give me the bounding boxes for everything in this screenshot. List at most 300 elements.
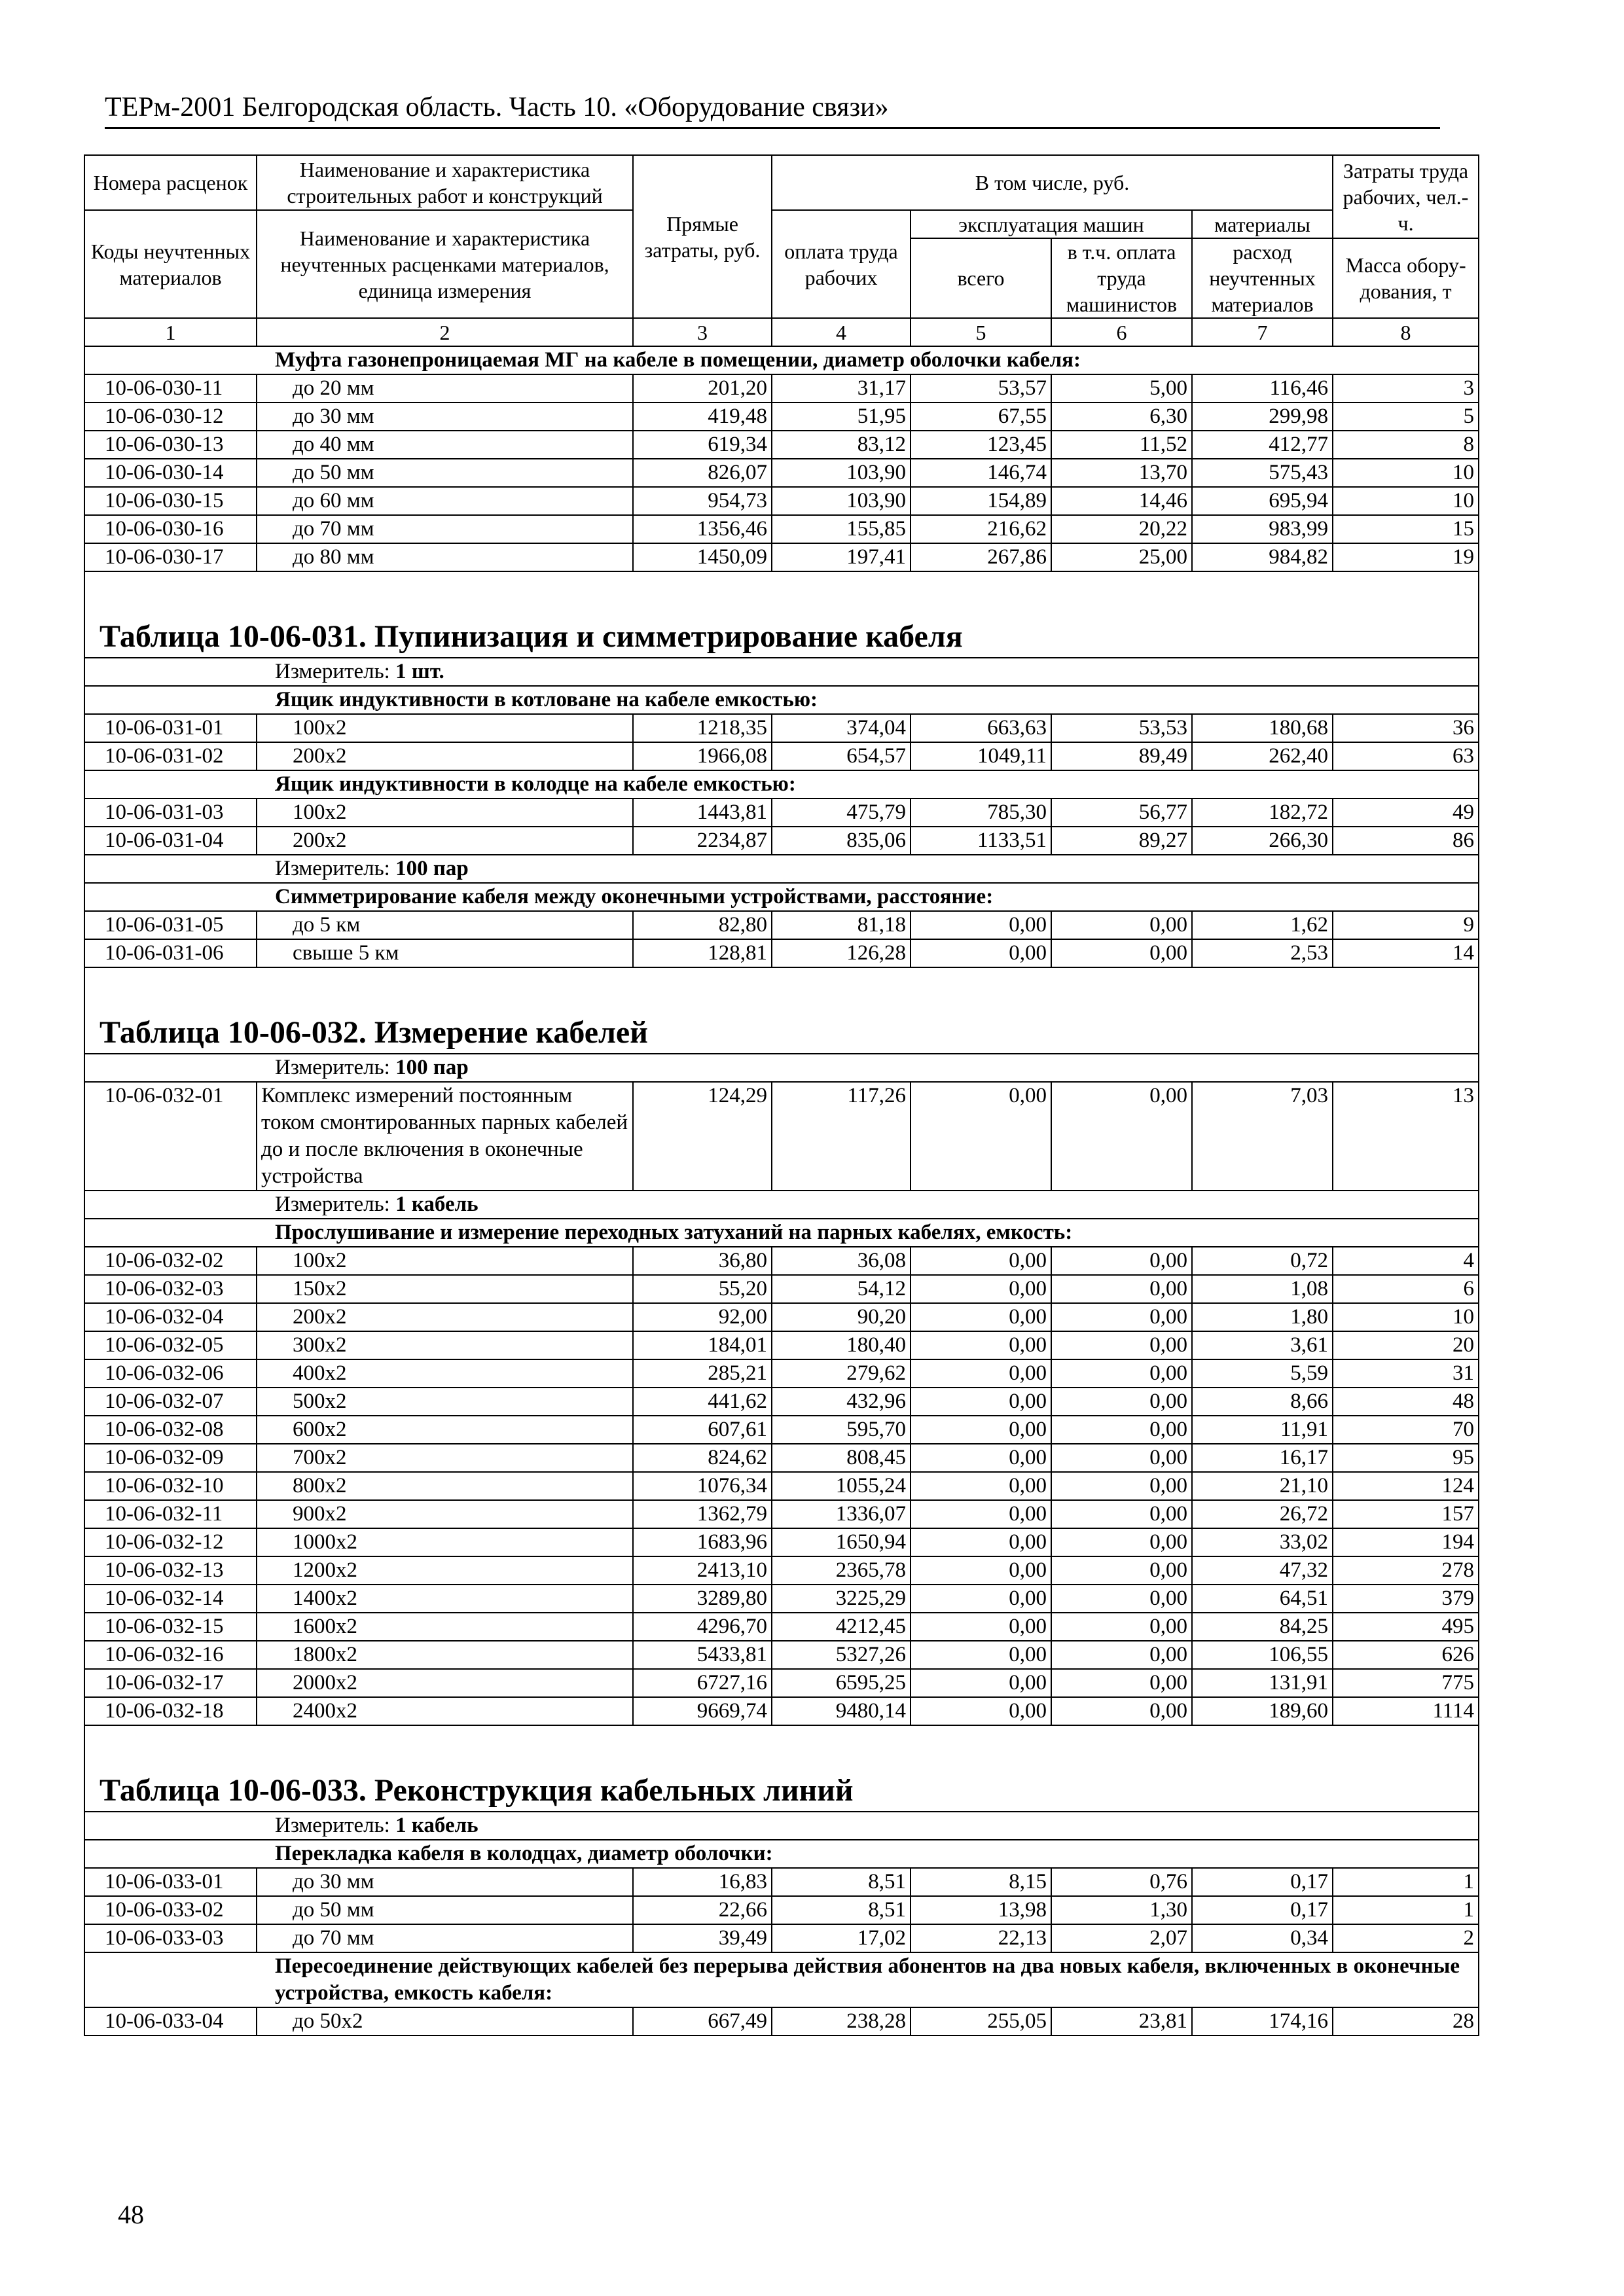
- table-row: [84, 515, 1479, 543]
- worker-wages: 155,85: [772, 515, 911, 543]
- materials: 983,99: [1192, 515, 1333, 543]
- machine-costs: 8,15: [911, 1868, 1051, 1896]
- col-massa: Масса обору- дования, т: [1333, 238, 1479, 318]
- rate-code: 10-06-032-08: [84, 1416, 257, 1444]
- rate-name: 1400х2: [257, 1585, 633, 1613]
- materials: 299,98: [1192, 403, 1333, 431]
- rate-code: 10-06-032-05: [84, 1331, 257, 1359]
- worker-wages: 432,96: [772, 1388, 911, 1416]
- table-row: [84, 403, 1479, 431]
- table-row: [84, 1924, 1479, 1952]
- machine-costs: 0,00: [911, 1669, 1051, 1697]
- direct-costs: 619,34: [633, 431, 772, 459]
- machine-costs: 13,98: [911, 1896, 1051, 1924]
- rate-name: 100х2: [257, 714, 633, 742]
- materials: 412,77: [1192, 431, 1333, 459]
- rate-code: 10-06-030-16: [84, 515, 257, 543]
- table-row: [84, 1896, 1479, 1924]
- rate-code: 10-06-032-16: [84, 1641, 257, 1669]
- table-row: [84, 431, 1479, 459]
- page-header: ТЕРм-2001 Белгородская область. Часть 10. «Оборудование связи»: [105, 92, 1440, 129]
- machinist-wages: 0,00: [1051, 1641, 1192, 1669]
- worker-wages: 595,70: [772, 1416, 911, 1444]
- worker-wages: 6595,25: [772, 1669, 911, 1697]
- machine-costs: 0,00: [911, 911, 1051, 939]
- rate-code: 10-06-030-12: [84, 403, 257, 431]
- table-row: [84, 543, 1479, 571]
- machinist-wages: 20,22: [1051, 515, 1192, 543]
- materials: 189,60: [1192, 1697, 1333, 1725]
- rate-name: до 40 мм: [257, 431, 633, 459]
- materials: 695,94: [1192, 487, 1333, 515]
- direct-costs: 2234,87: [633, 827, 772, 855]
- direct-costs: 1966,08: [633, 742, 772, 770]
- measure-value: 100 пар: [395, 857, 469, 880]
- table-row: [84, 459, 1479, 487]
- table-title: Таблица 10-06-033. Реконструкция кабельных линий: [84, 1757, 1479, 1812]
- machinist-wages: 5,00: [1051, 374, 1192, 403]
- machinist-wages: 0,00: [1051, 939, 1192, 967]
- worker-wages: 1336,07: [772, 1500, 911, 1528]
- labor-hours: 1: [1333, 1896, 1479, 1924]
- machine-costs: 0,00: [911, 1275, 1051, 1303]
- col-number: 3: [633, 318, 772, 346]
- machinist-wages: 13,70: [1051, 459, 1192, 487]
- machine-costs: 0,00: [911, 1416, 1051, 1444]
- direct-costs: 1683,96: [633, 1528, 772, 1556]
- worker-wages: 1650,94: [772, 1528, 911, 1556]
- labor-hours: 36: [1333, 714, 1479, 742]
- rate-code: 10-06-031-02: [84, 742, 257, 770]
- col-naimenovanie: Наименование и характеристика строительных работ и конструкций: [257, 155, 633, 210]
- section-heading: Симметрирование кабеля между оконечными устройствами, расстояние:: [84, 883, 1479, 911]
- rate-code: 10-06-033-01: [84, 1868, 257, 1896]
- rates-table: [84, 154, 1479, 2036]
- col-number: 7: [1192, 318, 1333, 346]
- labor-hours: 2: [1333, 1924, 1479, 1952]
- direct-costs: 36,80: [633, 1247, 772, 1275]
- rate-name: до 50х2: [257, 2007, 633, 2036]
- machinist-wages: 89,27: [1051, 827, 1192, 855]
- machinist-wages: 0,00: [1051, 1697, 1192, 1725]
- direct-costs: 1443,81: [633, 798, 772, 827]
- col-number: 6: [1051, 318, 1192, 346]
- table-row: [84, 1669, 1479, 1697]
- spacer: [84, 1725, 1479, 1757]
- materials: 5,59: [1192, 1359, 1333, 1388]
- materials: 8,66: [1192, 1388, 1333, 1416]
- machinist-wages: 0,00: [1051, 1444, 1192, 1472]
- materials: 64,51: [1192, 1585, 1333, 1613]
- labor-hours: 9: [1333, 911, 1479, 939]
- labor-hours: 278: [1333, 1556, 1479, 1585]
- rate-name: до 70 мм: [257, 1924, 633, 1952]
- rate-name: 200х2: [257, 1303, 633, 1331]
- worker-wages: 654,57: [772, 742, 911, 770]
- direct-costs: 6727,16: [633, 1669, 772, 1697]
- materials: 1,80: [1192, 1303, 1333, 1331]
- table-row: [84, 1331, 1479, 1359]
- direct-costs: 128,81: [633, 939, 772, 967]
- measure-unit: [84, 658, 1479, 686]
- worker-wages: 81,18: [772, 911, 911, 939]
- materials: 47,32: [1192, 1556, 1333, 1585]
- rate-code: 10-06-030-17: [84, 543, 257, 571]
- machine-costs: 0,00: [911, 1556, 1051, 1585]
- measure-label: Измеритель:: [275, 1193, 396, 1216]
- table-row: [84, 1303, 1479, 1331]
- machine-costs: 67,55: [911, 403, 1051, 431]
- rate-name: свыше 5 км: [257, 939, 633, 967]
- table-row: [84, 1585, 1479, 1613]
- labor-hours: 157: [1333, 1500, 1479, 1528]
- materials: 180,68: [1192, 714, 1333, 742]
- rate-name: 200х2: [257, 742, 633, 770]
- table-row: [84, 1500, 1479, 1528]
- machinist-wages: 0,00: [1051, 1528, 1192, 1556]
- section-row: [84, 770, 1479, 798]
- worker-wages: 83,12: [772, 431, 911, 459]
- rate-code: 10-06-031-04: [84, 827, 257, 855]
- direct-costs: 22,66: [633, 1896, 772, 1924]
- table-title: Таблица 10-06-031. Пупинизация и симметрирование кабеля: [84, 603, 1479, 658]
- table-row: [84, 939, 1479, 967]
- section-heading: Ящик индуктивности в колодце на кабеле емкостью:: [84, 770, 1479, 798]
- worker-wages: 36,08: [772, 1247, 911, 1275]
- machinist-wages: 89,49: [1051, 742, 1192, 770]
- rate-code: 10-06-033-02: [84, 1896, 257, 1924]
- rate-code: 10-06-033-03: [84, 1924, 257, 1952]
- table-row: [84, 1247, 1479, 1275]
- spacer: [84, 571, 1479, 603]
- labor-hours: 4: [1333, 1247, 1479, 1275]
- direct-costs: 3289,80: [633, 1585, 772, 1613]
- machinist-wages: 2,07: [1051, 1924, 1192, 1952]
- machine-costs: 0,00: [911, 1388, 1051, 1416]
- labor-hours: 10: [1333, 487, 1479, 515]
- rate-name: до 80 мм: [257, 543, 633, 571]
- table-row: [84, 1472, 1479, 1500]
- labor-hours: 5: [1333, 403, 1479, 431]
- rate-name: 400х2: [257, 1359, 633, 1388]
- machinist-wages: 1,30: [1051, 1896, 1192, 1924]
- machine-costs: 216,62: [911, 515, 1051, 543]
- worker-wages: 808,45: [772, 1444, 911, 1472]
- machinist-wages: 0,00: [1051, 1388, 1192, 1416]
- rate-code: 10-06-032-06: [84, 1359, 257, 1388]
- machine-costs: 0,00: [911, 1641, 1051, 1669]
- labor-hours: 495: [1333, 1613, 1479, 1641]
- labor-hours: 8: [1333, 431, 1479, 459]
- machine-costs: 0,00: [911, 1359, 1051, 1388]
- worker-wages: 2365,78: [772, 1556, 911, 1585]
- section-row: [84, 1840, 1479, 1868]
- section-row: [84, 883, 1479, 911]
- measure-value: 1 кабель: [395, 1193, 478, 1216]
- labor-hours: 6: [1333, 1275, 1479, 1303]
- measure-label: Измеритель:: [275, 660, 396, 683]
- table-row: [84, 1528, 1479, 1556]
- materials: 266,30: [1192, 827, 1333, 855]
- labor-hours: 95: [1333, 1444, 1479, 1472]
- worker-wages: 31,17: [772, 374, 911, 403]
- machinist-wages: 25,00: [1051, 543, 1192, 571]
- table-row: [84, 1641, 1479, 1669]
- direct-costs: 4296,70: [633, 1613, 772, 1641]
- section-row: [84, 1219, 1479, 1247]
- section-heading: Перекладка кабеля в колодцах, диаметр оболочки:: [84, 1840, 1479, 1868]
- section-row: [84, 1952, 1479, 2007]
- labor-hours: 124: [1333, 1472, 1479, 1500]
- rate-name: 1800х2: [257, 1641, 633, 1669]
- machine-costs: 0,00: [911, 1303, 1051, 1331]
- col-v-tch: в т.ч. оплата труда машинистов: [1051, 238, 1192, 318]
- machinist-wages: 0,76: [1051, 1868, 1192, 1896]
- labor-hours: 70: [1333, 1416, 1479, 1444]
- col-naim-neuch: Наименование и характеристика неучтенных расценками материалов, единица измерения: [257, 210, 633, 318]
- worker-wages: 117,26: [772, 1082, 911, 1191]
- table-row: [84, 798, 1479, 827]
- worker-wages: 180,40: [772, 1331, 911, 1359]
- rate-code: 10-06-030-11: [84, 374, 257, 403]
- machine-costs: 0,00: [911, 1331, 1051, 1359]
- direct-costs: 607,61: [633, 1416, 772, 1444]
- rate-name: 700х2: [257, 1444, 633, 1472]
- materials: 2,53: [1192, 939, 1333, 967]
- worker-wages: 5327,26: [772, 1641, 911, 1669]
- rate-name: до 50 мм: [257, 1896, 633, 1924]
- col-oplata: оплата труда рабочих: [772, 210, 911, 318]
- worker-wages: 3225,29: [772, 1585, 911, 1613]
- worker-wages: 238,28: [772, 2007, 911, 2036]
- rate-code: 10-06-032-18: [84, 1697, 257, 1725]
- rate-name: 100х2: [257, 1247, 633, 1275]
- labor-hours: 49: [1333, 798, 1479, 827]
- direct-costs: 667,49: [633, 2007, 772, 2036]
- direct-costs: 92,00: [633, 1303, 772, 1331]
- materials: 0,72: [1192, 1247, 1333, 1275]
- machinist-wages: 0,00: [1051, 1303, 1192, 1331]
- materials: 11,91: [1192, 1416, 1333, 1444]
- machine-costs: 0,00: [911, 1247, 1051, 1275]
- materials: 84,25: [1192, 1613, 1333, 1641]
- machinist-wages: 0,00: [1051, 911, 1192, 939]
- materials: 174,16: [1192, 2007, 1333, 2036]
- rate-code: 10-06-032-02: [84, 1247, 257, 1275]
- col-number: 5: [911, 318, 1051, 346]
- labor-hours: 10: [1333, 1303, 1479, 1331]
- materials: 0,17: [1192, 1868, 1333, 1896]
- rate-code: 10-06-032-07: [84, 1388, 257, 1416]
- direct-costs: 1362,79: [633, 1500, 772, 1528]
- col-v-tom-chisle: В том числе, руб.: [772, 155, 1333, 210]
- worker-wages: 90,20: [772, 1303, 911, 1331]
- worker-wages: 475,79: [772, 798, 911, 827]
- page-number: 48: [118, 2200, 144, 2229]
- machine-costs: 0,00: [911, 1444, 1051, 1472]
- table-row: [84, 827, 1479, 855]
- col-zatraty-truda: Затраты труда рабочих, чел.-ч.: [1333, 155, 1479, 238]
- rate-code: 10-06-030-15: [84, 487, 257, 515]
- direct-costs: 16,83: [633, 1868, 772, 1896]
- direct-costs: 954,73: [633, 487, 772, 515]
- section-row: [84, 686, 1479, 714]
- measure-row: [84, 1054, 1479, 1082]
- machinist-wages: 11,52: [1051, 431, 1192, 459]
- machine-costs: 0,00: [911, 939, 1051, 967]
- direct-costs: 826,07: [633, 459, 772, 487]
- rate-name: 600х2: [257, 1416, 633, 1444]
- worker-wages: 197,41: [772, 543, 911, 571]
- materials: 131,91: [1192, 1669, 1333, 1697]
- machine-costs: 1049,11: [911, 742, 1051, 770]
- worker-wages: 4212,45: [772, 1613, 911, 1641]
- rate-code: 10-06-030-14: [84, 459, 257, 487]
- machine-costs: 0,00: [911, 1472, 1051, 1500]
- materials: 7,03: [1192, 1082, 1333, 1191]
- worker-wages: 8,51: [772, 1896, 911, 1924]
- rate-name: 200х2: [257, 827, 633, 855]
- labor-hours: 15: [1333, 515, 1479, 543]
- materials: 984,82: [1192, 543, 1333, 571]
- machinist-wages: 56,77: [1051, 798, 1192, 827]
- section-heading: Пересоединение действующих кабелей без перерыва действия абонентов на два новых кабеля, включенных в оконечные устройства, емкость кабеля:: [84, 1952, 1479, 2007]
- section-row: [84, 346, 1479, 374]
- rate-code: 10-06-032-09: [84, 1444, 257, 1472]
- table-row: [84, 1868, 1479, 1896]
- labor-hours: 86: [1333, 827, 1479, 855]
- table-title-row: [84, 999, 1479, 1054]
- measure-value: 1 кабель: [395, 1814, 478, 1837]
- materials: 182,72: [1192, 798, 1333, 827]
- table-title-row: [84, 1757, 1479, 1812]
- labor-hours: 31: [1333, 1359, 1479, 1388]
- col-kody: Коды неучтенных материалов: [84, 210, 257, 318]
- materials: 16,17: [1192, 1444, 1333, 1472]
- direct-costs: 124,29: [633, 1082, 772, 1191]
- table-row: [84, 1359, 1479, 1388]
- direct-costs: 184,01: [633, 1331, 772, 1359]
- labor-hours: 3: [1333, 374, 1479, 403]
- direct-costs: 2413,10: [633, 1556, 772, 1585]
- machinist-wages: 0,00: [1051, 1331, 1192, 1359]
- rate-name: Комплекс измерений постоянным током смонтированных парных кабелей до и после включения в оконечные устройства: [257, 1082, 633, 1191]
- measure-row: [84, 855, 1479, 883]
- table-body: [84, 346, 1479, 2036]
- materials: 116,46: [1192, 374, 1333, 403]
- machine-costs: 146,74: [911, 459, 1051, 487]
- measure-unit: [84, 1054, 1479, 1082]
- machinist-wages: 0,00: [1051, 1500, 1192, 1528]
- machine-costs: 255,05: [911, 2007, 1051, 2036]
- labor-hours: 28: [1333, 2007, 1479, 2036]
- machine-costs: 123,45: [911, 431, 1051, 459]
- table-row: [84, 1275, 1479, 1303]
- machine-costs: 785,30: [911, 798, 1051, 827]
- rate-code: 10-06-032-14: [84, 1585, 257, 1613]
- rate-name: 500х2: [257, 1388, 633, 1416]
- rate-code: 10-06-032-01: [84, 1082, 257, 1191]
- rate-name: до 30 мм: [257, 1868, 633, 1896]
- measure-unit: [84, 1812, 1479, 1840]
- col-materialy: материалы: [1192, 210, 1333, 238]
- labor-hours: 626: [1333, 1641, 1479, 1669]
- direct-costs: 1076,34: [633, 1472, 772, 1500]
- machine-costs: 663,63: [911, 714, 1051, 742]
- machinist-wages: 0,00: [1051, 1613, 1192, 1641]
- col-number: 2: [257, 318, 633, 346]
- col-ekspluatatsiya: эксплуатация машин: [911, 210, 1192, 238]
- col-number: 8: [1333, 318, 1479, 346]
- labor-hours: 194: [1333, 1528, 1479, 1556]
- labor-hours: 19: [1333, 543, 1479, 571]
- rate-code: 10-06-032-04: [84, 1303, 257, 1331]
- col-number: 4: [772, 318, 911, 346]
- rate-code: 10-06-032-10: [84, 1472, 257, 1500]
- section-heading: Прослушивание и измерение переходных затуханий на парных кабелях, емкость:: [84, 1219, 1479, 1247]
- table-row: [84, 1444, 1479, 1472]
- table-row: [84, 1082, 1479, 1191]
- materials: 3,61: [1192, 1331, 1333, 1359]
- table-row: [84, 487, 1479, 515]
- section-heading: Муфта газонепроницаемая МГ на кабеле в помещении, диаметр оболочки кабеля:: [84, 346, 1479, 374]
- measure-label: Измеритель:: [275, 1814, 396, 1837]
- table-row: [84, 714, 1479, 742]
- labor-hours: 48: [1333, 1388, 1479, 1416]
- machinist-wages: 23,81: [1051, 2007, 1192, 2036]
- direct-costs: 82,80: [633, 911, 772, 939]
- worker-wages: 8,51: [772, 1868, 911, 1896]
- materials: 21,10: [1192, 1472, 1333, 1500]
- machinist-wages: 14,46: [1051, 487, 1192, 515]
- table-row: [84, 1556, 1479, 1585]
- machinist-wages: 53,53: [1051, 714, 1192, 742]
- direct-costs: 55,20: [633, 1275, 772, 1303]
- rate-name: до 30 мм: [257, 403, 633, 431]
- materials: 575,43: [1192, 459, 1333, 487]
- spacer-row: [84, 1725, 1479, 1757]
- worker-wages: 51,95: [772, 403, 911, 431]
- direct-costs: 824,62: [633, 1444, 772, 1472]
- machine-costs: 0,00: [911, 1500, 1051, 1528]
- measure-label: Измеритель:: [275, 1056, 396, 1079]
- machinist-wages: 0,00: [1051, 1416, 1192, 1444]
- rate-code: 10-06-030-13: [84, 431, 257, 459]
- rate-name: 300х2: [257, 1331, 633, 1359]
- worker-wages: 54,12: [772, 1275, 911, 1303]
- materials: 262,40: [1192, 742, 1333, 770]
- rate-name: 2400х2: [257, 1697, 633, 1725]
- machinist-wages: 0,00: [1051, 1082, 1192, 1191]
- col-number: 1: [84, 318, 257, 346]
- table-row: [84, 1613, 1479, 1641]
- labor-hours: 63: [1333, 742, 1479, 770]
- measure-value: 100 пар: [395, 1056, 469, 1079]
- col-nomera: Номера расценок: [84, 155, 257, 210]
- rate-name: 800х2: [257, 1472, 633, 1500]
- worker-wages: 17,02: [772, 1924, 911, 1952]
- rate-code: 10-06-032-03: [84, 1275, 257, 1303]
- direct-costs: 201,20: [633, 374, 772, 403]
- section-heading: Ящик индуктивности в котловане на кабеле емкостью:: [84, 686, 1479, 714]
- rate-code: 10-06-033-04: [84, 2007, 257, 2036]
- machine-costs: 1133,51: [911, 827, 1051, 855]
- machinist-wages: 0,00: [1051, 1669, 1192, 1697]
- materials: 1,62: [1192, 911, 1333, 939]
- rate-name: 900х2: [257, 1500, 633, 1528]
- machine-costs: 0,00: [911, 1585, 1051, 1613]
- measure-label: Измеритель:: [275, 857, 396, 880]
